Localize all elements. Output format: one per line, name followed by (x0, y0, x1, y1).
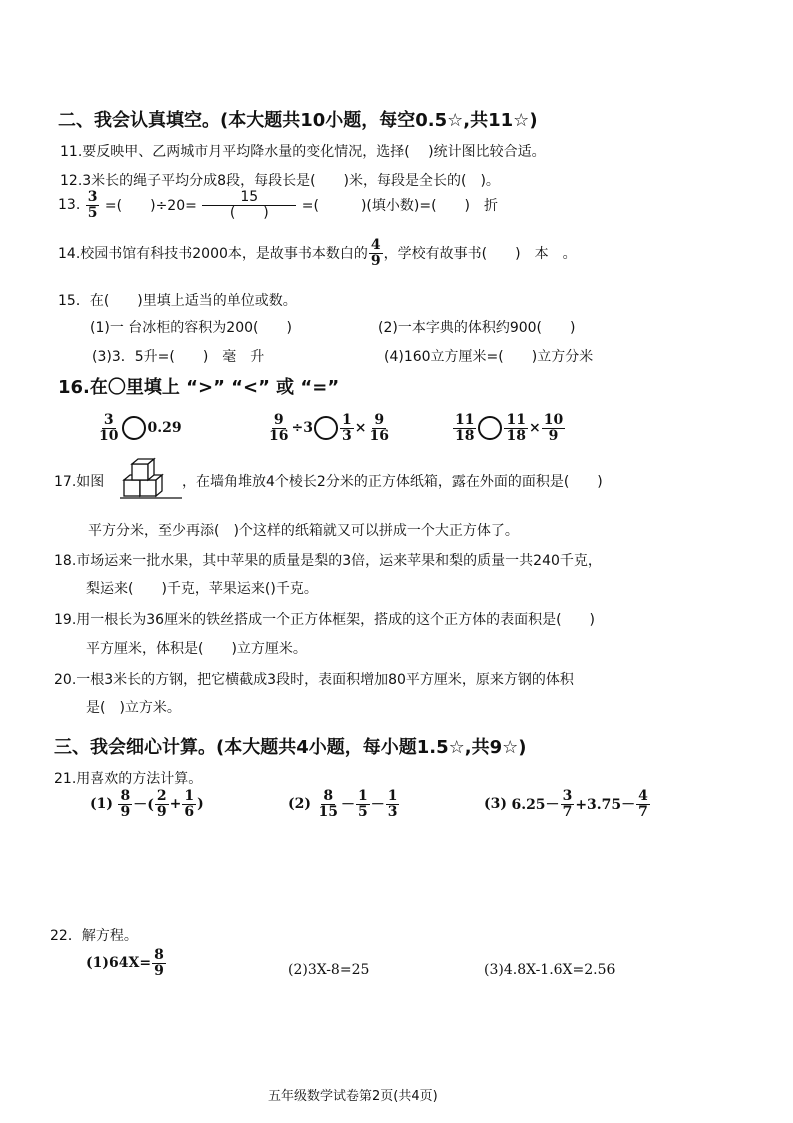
q13-text-2: =( )(填小数)=( ) 折 (301, 198, 498, 215)
question-14 (58, 238, 577, 268)
question-18-line-2: 梨运来( )千克，苹果运来()千克。 (86, 581, 318, 597)
question-15-part-1: (1)一 台冰柜的容积为200( ) (90, 320, 292, 336)
question-21-part-2 (288, 789, 400, 819)
times-sign: × (528, 420, 541, 437)
section-2-title: 二、我会认真填空。(本大题共10小题，每空0.5☆,共11☆) (58, 110, 538, 131)
fraction: $\frac{1}{6}$ (184, 788, 195, 820)
q17-label: 17.如图 (54, 474, 105, 490)
operator: － (370, 797, 385, 814)
q16a-right: 0.29 (147, 420, 182, 437)
question-21-stem: 21.用喜欢的方法计算。 (54, 771, 203, 787)
q13-fraction-1: $\frac{3}{5}$ (87, 189, 98, 221)
operator: ) (197, 796, 204, 813)
q16b-right-fraction-2: $\frac{9}{16}$ (369, 412, 389, 444)
fraction: $\frac{2}{9}$ (156, 788, 167, 820)
fraction: $\frac{1}{3}$ (387, 788, 398, 820)
q16a-left-fraction: $\frac{3}{10}$ (99, 412, 119, 444)
question-17-line-2: 平方分米，至少再添( )个这样的纸箱就又可以拼成一个大正方体了。 (88, 523, 519, 539)
question-18-line-1: 18.市场运来一批水果，其中苹果的质量是梨的3倍，运来苹果和梨的质量一共240千克， (54, 553, 602, 569)
q13-fraction-2: $\frac{15}{( )}$ (202, 190, 296, 220)
fraction: $\frac{4}{7}$ (638, 788, 648, 820)
question-19-line-2: 平方厘米，体积是( )立方厘米。 (86, 641, 307, 657)
q16b-operator: ÷3 (291, 420, 313, 437)
question-20-line-2: 是( )立方米。 (86, 700, 181, 716)
q14-text-1: 14.校园书馆有科技书2000本，是故事书本数白的 (58, 246, 368, 263)
compare-circle[interactable] (122, 416, 146, 440)
section-3-title: 三、我会细心计算。(本大题共4小题，每小题1.5☆,共9☆) (54, 737, 527, 758)
question-20-line-1: 20.一根3米长的方钢，把它横截成3段时，表面积增加80平方厘米，原来方钢的体积 (54, 672, 574, 688)
question-15-part-4: (4)160立方厘米=( )立方分米 (384, 349, 594, 365)
fraction: $\frac{3}{7}$ (562, 788, 573, 820)
q13-text-1: =( )÷20= (104, 198, 197, 215)
question-17-line-1b: ，在墙角堆放4个棱长2分米的正方体纸箱，露在外面的面积是( ) (182, 474, 603, 490)
fraction: $\frac{1}{5}$ (357, 788, 368, 820)
q16c-left-fraction: $\frac{11}{18}$ (455, 412, 475, 444)
question-22-part-3: (3)4.8X-1.6X=2.56 (484, 962, 616, 978)
operator: + (169, 796, 182, 813)
stacked-boxes-figure (120, 456, 182, 502)
page-footer: 五年级数学试卷第2页(共4页) (268, 1089, 438, 1104)
question-15-part-2: (2)一本字典的体积约900( ) (378, 320, 576, 336)
times-sign: × (354, 420, 367, 437)
operator: － (340, 797, 355, 814)
q16b-right-fraction-1: $\frac{1}{3}$ (341, 412, 352, 444)
q21-p3-label: (3) (484, 796, 507, 813)
question-22-stem: 22．解方程。 (50, 928, 138, 944)
expression-part: 6.25－ (511, 797, 560, 814)
question-16-part-c (452, 413, 566, 443)
q13-number: 13. (58, 197, 81, 214)
question-15-stem: 15．在( )里填上适当的单位或数。 (58, 293, 297, 309)
q16c-right-fraction-2: $\frac{10}{9}$ (543, 412, 564, 444)
question-16-stem: 16.在〇里填上 “>” “<” 或 “=” (58, 377, 340, 398)
question-16-part-a (96, 413, 182, 443)
q14-fraction: $\frac{4}{9}$ (370, 237, 381, 269)
operator: －( (133, 797, 154, 814)
question-22-part-2: (2)3X-8=25 (288, 962, 370, 978)
question-15-part-3: (3)3．5升=( ) 毫 升 (92, 349, 265, 365)
question-22-part-1 (86, 948, 167, 978)
question-12: 12.3米长的绳子平均分成8段，每段长是( )米，每段是全长的( )。 (60, 173, 500, 189)
q21-p2-label: (2) (288, 796, 311, 813)
fraction: $\frac{8}{15}$ (318, 788, 338, 820)
question-17-line-1 (54, 471, 104, 491)
question-21-part-1 (90, 789, 204, 819)
equation-left: (1)64X= (86, 955, 152, 972)
expression-part: +3.75－ (575, 797, 636, 814)
compare-circle[interactable] (314, 416, 338, 440)
question-16-part-b (266, 413, 392, 443)
compare-circle[interactable] (478, 416, 502, 440)
question-13 (58, 190, 498, 220)
fraction: $\frac{8}{9}$ (120, 788, 131, 820)
fraction: $\frac{8}{9}$ (154, 947, 164, 979)
question-11: 11.要反映甲、乙两城市月平均降水量的变化情况，选择( )统计图比较合适。 (60, 144, 546, 160)
q16c-right-fraction-1: $\frac{11}{18}$ (506, 412, 526, 444)
question-21-part-3 (484, 789, 651, 819)
q21-p1-label: (1) (90, 796, 113, 813)
q16b-left-fraction: $\frac{9}{16}$ (269, 412, 289, 444)
q14-text-2: ，学校有故事书( ) 本 。 (383, 246, 577, 263)
question-19-line-1: 19.用一根长为36厘米的铁丝搭成一个正方体框架，搭成的这个正方体的表面积是( ) (54, 612, 596, 628)
